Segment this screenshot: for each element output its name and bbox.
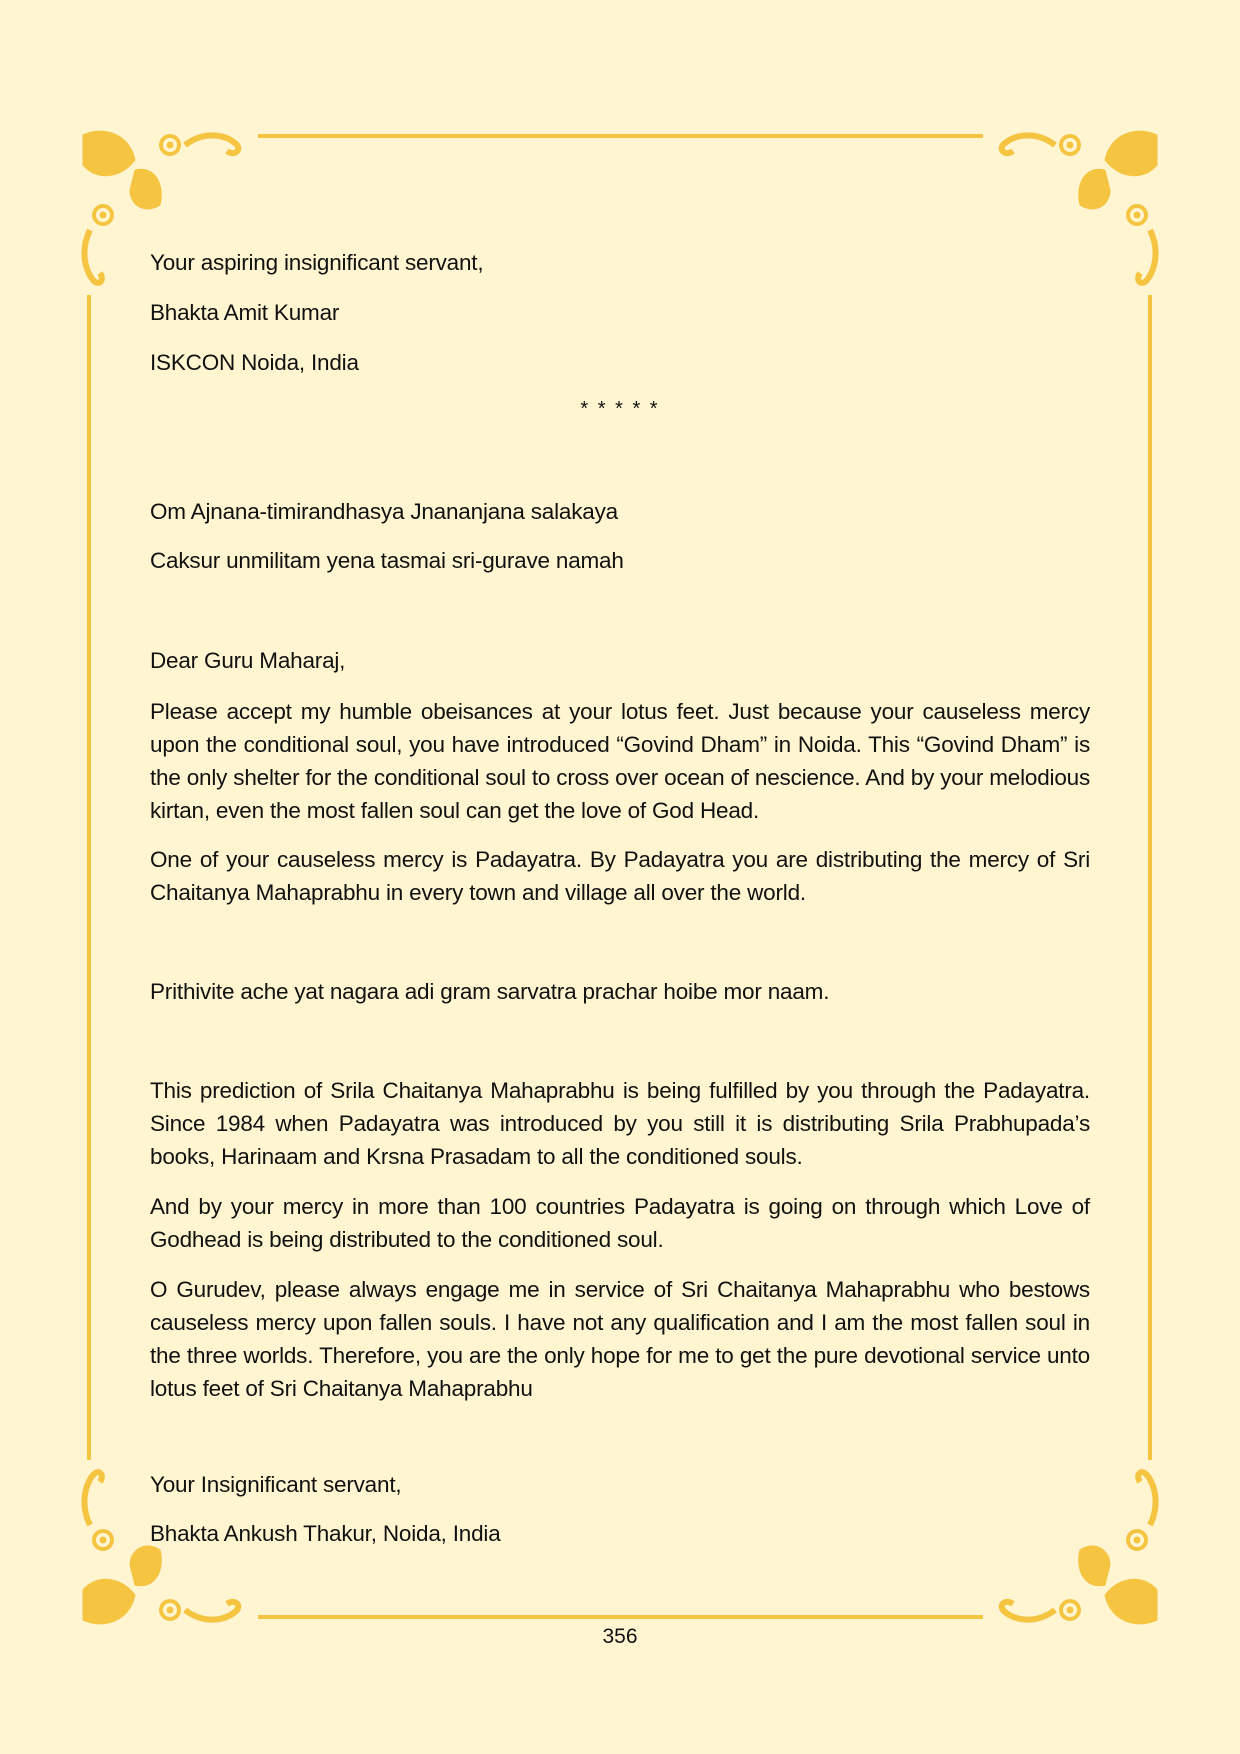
letter-paragraph: One of your causeless mercy is Padayatra. By Padayatra you are distributing the mercy of Sri Chaitanya Mahaprabhu in every town and village all over the world. — [150, 847, 1090, 905]
letter-salutation: Dear Guru Maharaj, — [150, 648, 346, 673]
letter-paragraph: And by your mercy in more than 100 countries Padayatra is going on through which Love of Godhead is being distributed to the conditioned soul. — [150, 1194, 1090, 1252]
letter-verse: Prithivite ache yat nagara adi gram sarvatra prachar hoibe mor naam. — [150, 979, 830, 1004]
border-left — [87, 295, 91, 1460]
floral-corner-icon — [985, 1460, 1165, 1630]
border-top — [258, 134, 983, 138]
previous-signature-name: Bhakta Amit Kumar — [150, 300, 340, 325]
page-number: 356 — [602, 1625, 638, 1648]
letter-closing: Your Insignificant servant, — [150, 1472, 402, 1497]
previous-closing: Your aspiring insignificant servant, — [150, 250, 484, 275]
floral-corner-icon — [985, 125, 1165, 295]
previous-signature-location: ISKCON Noida, India — [150, 350, 359, 375]
letter-paragraph: This prediction of Srila Chaitanya Mahaprabhu is being fulfilled by you through the Padayatra. Since 1984 when Padayatra was introduced by you still it is distributing Srila Prabhupada’s books, Harinaam and Krsna Prasadam to all the conditioned souls. — [150, 1078, 1090, 1169]
border-right — [1148, 295, 1152, 1460]
border-bottom — [258, 1615, 983, 1619]
letter-paragraph: Please accept my humble obeisances at your lotus feet. Just because your causeless mercy upon the conditional soul, you have introduced “Govind Dham” in Noida. This “Govind Dham” is the only shelter for the conditional soul to cross over ocean of nescience. And by your melodious kirtan, even the most fallen soul can get the love of God Head. — [150, 699, 1090, 823]
letter-paragraph: O Gurudev, please always engage me in service of Sri Chaitanya Mahaprabhu who bestows causeless mercy upon fallen souls. I have not any qualification and I am the most fallen soul in the three worlds. Therefore, you are the only hope for me to get the pure devotional service unto lotus feet of Sri Chaitanya Mahaprabhu — [150, 1277, 1090, 1401]
letter-signature: Bhakta Ankush Thakur, Noida, India — [150, 1521, 501, 1546]
prayer-line-1: Om Ajnana-timirandhasya Jnananjana salakaya — [150, 499, 618, 524]
prayer-line-2: Caksur unmilitam yena tasmai sri-gurave namah — [150, 548, 624, 573]
section-separator: * * * * * — [580, 398, 660, 420]
